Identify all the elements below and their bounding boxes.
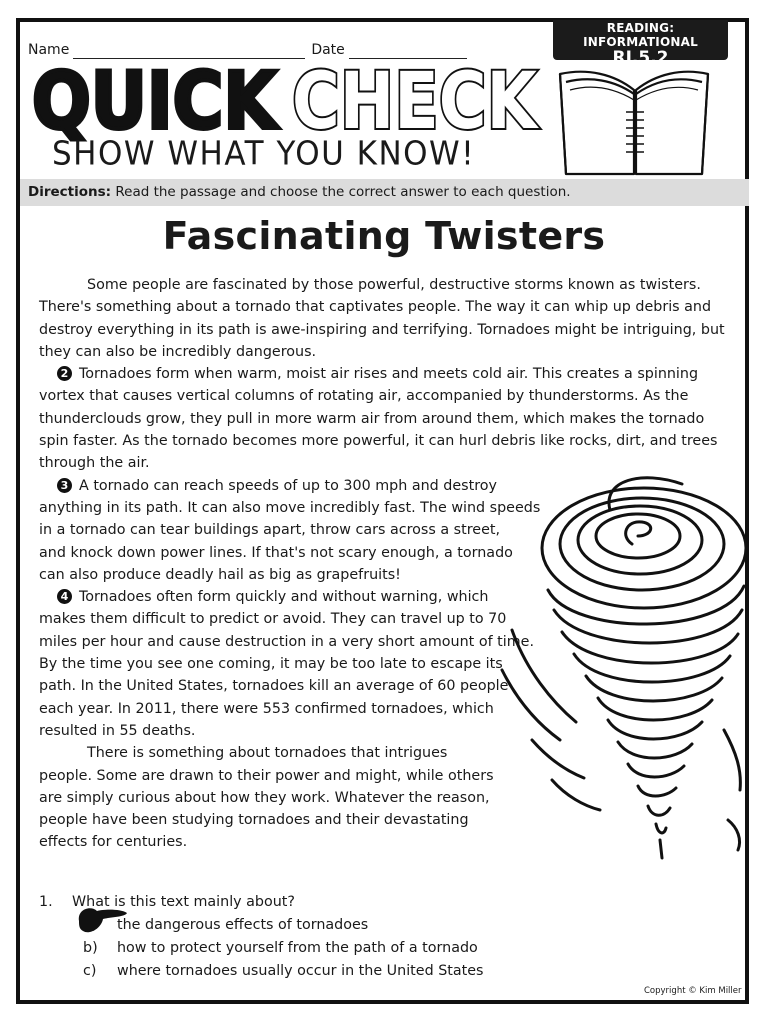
open-book-icon xyxy=(552,64,732,176)
text-line: Tornadoes often form quickly and without warning, which xyxy=(79,589,489,606)
text-line: each year. In 2011, there were 553 confirmed tornadoes, which xyxy=(39,700,494,717)
question-text: What is this text mainly about? xyxy=(72,894,296,910)
text-line: resulted in 55 deaths. xyxy=(39,722,196,739)
text-line: A tornado can reach speeds of up to 300 mph and destroy xyxy=(79,477,497,494)
name-label: Name xyxy=(28,42,70,58)
text-line: are simply curious about how they work. Whatever the reason, xyxy=(39,789,490,806)
question-number: 1. xyxy=(39,894,53,910)
badge-category: READING: INFORMATIONAL xyxy=(583,21,698,49)
text-line: they can also be incredibly dangerous. xyxy=(39,343,317,360)
option-text: where tornadoes usually occur in the United States xyxy=(117,963,484,979)
text-line: people. Some are drawn to their power and might, while others xyxy=(39,767,494,784)
text-line: There's something about a tornado that captivates people. The way it can whip up debris and xyxy=(39,299,712,316)
paragraph-number-badge: 4 xyxy=(57,589,72,604)
text-line: and knock down power lines. If that's not scary enough, a tornado xyxy=(39,544,513,561)
paragraph-number-badge: 2 xyxy=(57,366,72,381)
directions-label: Directions: xyxy=(28,184,112,200)
option-letter: c) xyxy=(83,963,97,979)
title-word-check: CHECK xyxy=(292,57,540,147)
text-line: vortex that causes vertical columns of rotating air, accompanied by thunderstorms. As the xyxy=(39,388,689,405)
text-line: thunderclouds grow, they pull in more warm air from around them, which makes the tornado xyxy=(39,410,705,427)
text-line: There is something about tornadoes that intrigues xyxy=(87,745,448,762)
answer-option-c[interactable] xyxy=(39,960,484,983)
text-line: Some people are fascinated by those powerful, destructive storms known as twisters. xyxy=(87,277,701,293)
text-line: miles per hour and cause destruction in a very short amount of time. xyxy=(39,633,535,650)
passage-title: Fascinating Twisters xyxy=(162,214,606,258)
text-line: anything in its path. It can also move incredibly fast. The wind speeds xyxy=(39,499,541,516)
text-line: path. In the United States, tornadoes kill an average of 60 people xyxy=(39,678,509,695)
quick-check-title xyxy=(30,57,550,147)
paragraph-1 xyxy=(39,274,725,363)
text-line: people have been studying tornadoes and their devastating xyxy=(39,812,469,829)
option-text: the dangerous effects of tornadoes xyxy=(117,917,369,933)
paragraph-number-badge: 3 xyxy=(57,478,72,493)
badge-code: RI.5.2 xyxy=(612,48,669,68)
pencil-mark-icon xyxy=(75,903,131,937)
copyright-notice: Copyright © Kim Miller xyxy=(644,986,742,996)
text-line: destroy everything in its path is awe-inspiring and terrifying. Tornadoes might be intriguing, but xyxy=(39,321,725,338)
text-line: By the time you see one coming, it may be too late to escape its xyxy=(39,656,503,673)
text-line: through the air. xyxy=(39,455,150,472)
subtitle: SHOW WHAT YOU KNOW! xyxy=(52,135,476,173)
text-line: makes them difficult to predict or avoid. They can travel up to 70 xyxy=(39,611,507,628)
text-line: Tornadoes form when warm, moist air rises and meets cold air. This creates a spinning xyxy=(79,366,699,383)
text-line: spin faster. As the tornado becomes more powerful, it can hurl debris like rocks, dirt, and trees xyxy=(39,433,718,450)
standard-badge xyxy=(553,20,728,68)
option-text: how to protect yourself from the path of a tornado xyxy=(117,940,478,956)
text-line: can also produce deadly hail as big as grapefruits! xyxy=(39,566,401,583)
title-word-quick: QUICK xyxy=(32,57,280,147)
text-line: effects for centuries. xyxy=(39,834,188,851)
directions-bar xyxy=(20,179,749,206)
text-line: in a tornado can tear buildings apart, throw cars across a street, xyxy=(39,522,501,539)
option-letter: b) xyxy=(83,940,98,956)
tornado-illustration xyxy=(492,440,750,890)
date-label: Date xyxy=(311,42,345,58)
answer-option-b[interactable] xyxy=(39,937,484,960)
directions-text: Read the passage and choose the correct answer to each question. xyxy=(115,184,571,200)
